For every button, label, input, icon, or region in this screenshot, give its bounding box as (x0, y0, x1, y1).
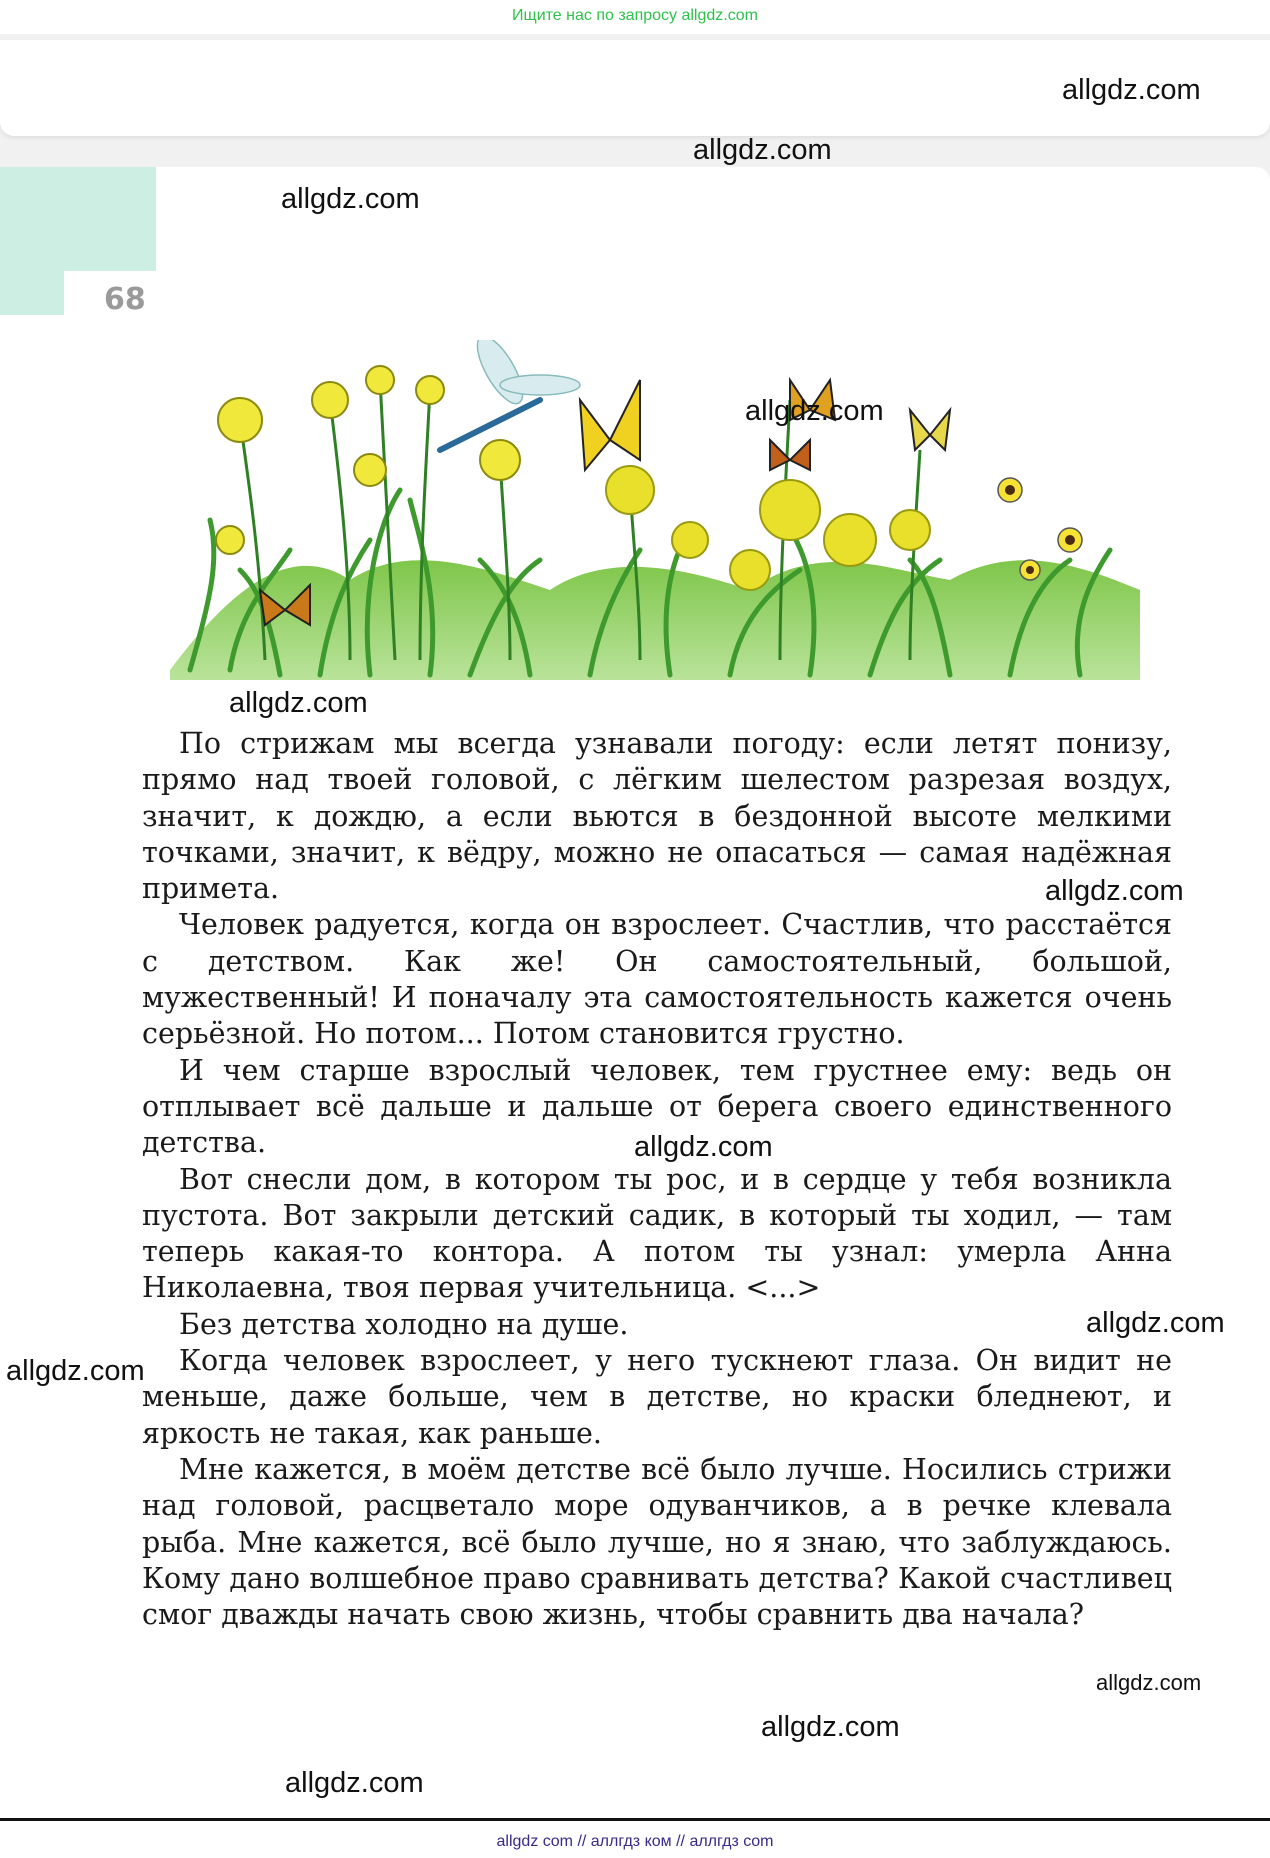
paragraph: Мне кажется, в моём детстве всё было лучше. Носились стрижи над головой, расцветало море одуванчиков, а в речке клевала рыба. Мне кажется, всё было лучше, но я знаю, что заблуждаюсь. Кому дано волшебное право сравнивать детства? Какой счастливец смог дважды начать свою жизнь, чтобы сравнить два начала? (142, 1452, 1172, 1632)
footer-bar (0, 1821, 1270, 1858)
watermark: allgdz.com (285, 1767, 424, 1799)
watermark: allgdz.com (281, 183, 420, 215)
paragraph: По стрижам мы всегда узнавали погоду: если летят понизу, прямо над твоей головой, с лёгким шелестом разрезая воздух, значит, к дождю, а если вьются в бездонной высоте мелкими точками, значит, к вёдру, можно не опасаться — самая надёжная примета. (142, 727, 1172, 906)
page-number: 68 (104, 282, 146, 317)
watermark: allgdz.com (1096, 1670, 1202, 1695)
story-text (142, 726, 1172, 1633)
watermark: allgdz.com (1062, 74, 1201, 106)
watermark: allgdz.com (761, 1711, 900, 1743)
watermark: allgdz.com (745, 395, 884, 427)
paragraph: Человек радуется, когда он взрослеет. Счастлив, что расстаётся с детством. Как же! Он самостоятельный, большой, мужественный! И поначалу эта самостоятельность кажется очень серьёзной. Но потом... Потом становится грустно. (142, 908, 1172, 1051)
paragraph: Без детства холодно на душе. (179, 1307, 629, 1341)
page-corner-tab (0, 167, 156, 271)
paragraph: Когда человек взрослеет, у него тускнеют глаза. Он видит не меньше, даже больше, чем в детстве, но краски бледнеют, и яркость не такая, как раньше. (142, 1344, 1172, 1450)
watermark: allgdz.com (1086, 1307, 1225, 1339)
watermark: allgdz.com (634, 1131, 773, 1163)
watermark: allgdz.com (6, 1355, 145, 1387)
top-banner[interactable] (0, 0, 1270, 34)
watermark: allgdz.com (1045, 875, 1184, 907)
top-banner-text[interactable]: Ищите нас по запросу allgdz.com (512, 7, 758, 24)
watermark: allgdz.com (229, 687, 368, 719)
paragraph: Вот снесли дом, в котором ты рос, и в сердце у тебя возникла пустота. Вот закрыли детский садик, в который ты ходил, — там теперь какая-то контора. А потом ты узнал: умерла Анна Николаевна, твоя первая учительница. <...> (142, 1162, 1172, 1305)
paragraph: И чем старше взрослый человек, тем грустнее ему: ведь он отплывает всё дальше и дальше от берега своего единственного детства. (142, 1053, 1172, 1160)
footer-text[interactable]: allgdz com // аллгдз ком // аллгдз com (496, 1833, 774, 1850)
watermark: allgdz.com (693, 134, 832, 166)
flowers-illustration (170, 340, 1140, 690)
page-corner-tab-lower (0, 271, 64, 315)
